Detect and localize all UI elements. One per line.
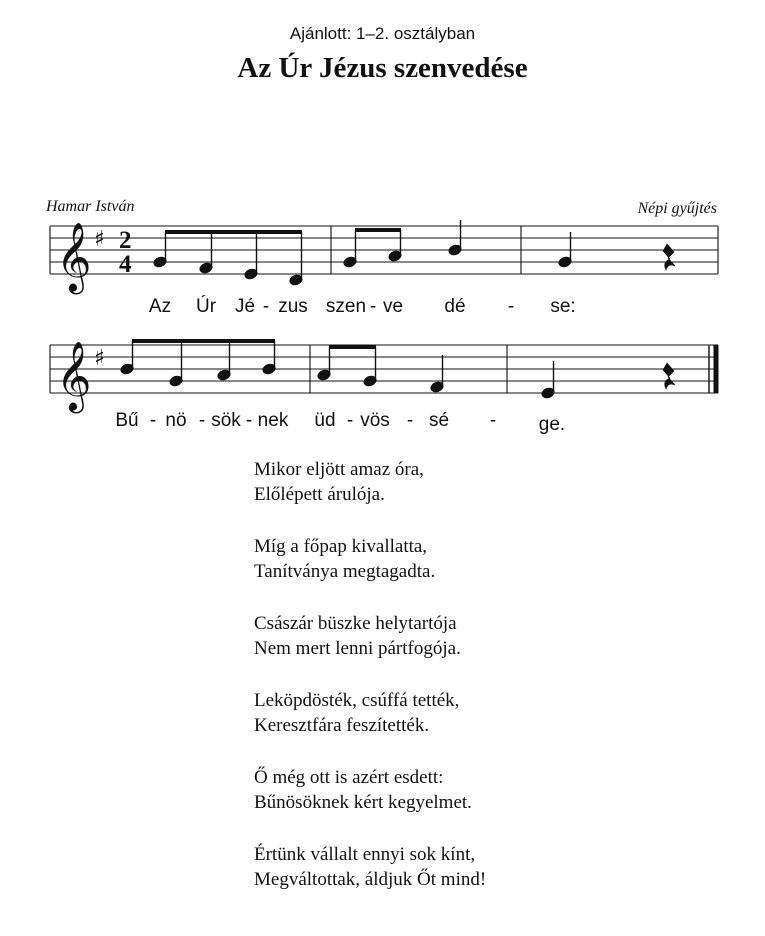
lyric-hyphen: -	[406, 410, 414, 431]
verse-line: Császár büszke helytartója	[254, 613, 457, 634]
lyric-hyphen: -	[149, 410, 157, 431]
stanza	[254, 611, 486, 661]
stanza	[254, 457, 486, 507]
lyric-syllable: üd	[314, 410, 336, 431]
time-signature-top: 2	[119, 227, 132, 254]
sheet-music	[0, 0, 765, 450]
stanza	[254, 842, 486, 892]
verse-line: Tanítványa megtagadta.	[254, 561, 436, 582]
lyric-syllable: vös	[360, 410, 390, 431]
time-signature-bottom: 4	[119, 251, 132, 278]
verse-line: Keresztfára feszítették.	[254, 715, 430, 736]
lyric-syllable: Úr	[195, 296, 217, 317]
lyric-syllable: Az	[148, 296, 172, 317]
key-signature-sharp-icon: ♯	[94, 346, 105, 371]
lyric-hyphen: -	[369, 296, 377, 317]
lyric-syllable: nö	[165, 410, 187, 431]
verse-line: Előlépett árulója.	[254, 484, 385, 505]
staff-system-2	[50, 345, 718, 393]
verse-line: Értünk vállalt ennyi sok kínt,	[254, 844, 476, 865]
lyric-syllable: Jé	[234, 296, 256, 317]
staff-system-1	[50, 226, 718, 274]
recommended-grade: Ajánlott: 1–2. osztályban	[289, 24, 476, 43]
quarter-rest-icon	[663, 363, 675, 389]
treble-clef-icon: 𝄞	[56, 341, 92, 411]
stanza	[254, 534, 486, 584]
key-signature-sharp-icon: ♯	[94, 227, 105, 252]
lyric-hyphen: -	[198, 410, 206, 431]
lyric-hyphen: -	[507, 296, 515, 317]
song-title: Az Úr Jézus szenvedése	[237, 52, 528, 84]
lyric-syllable: szen	[325, 296, 367, 317]
verse-line: Nem mert lenni pártfogója.	[254, 638, 461, 659]
lyric-syllable: sé	[428, 410, 450, 431]
treble-clef-icon: 𝄞	[56, 222, 92, 292]
verses	[254, 457, 486, 919]
lyric-hyphen: -	[489, 410, 497, 431]
stanza	[254, 765, 486, 815]
verse-line: Míg a főpap kivallatta,	[254, 536, 428, 557]
verse-line: Mikor eljött amaz óra,	[254, 459, 424, 480]
lyric-hyphen: -	[262, 296, 270, 317]
lyric-syllable: ve	[382, 296, 404, 317]
verse-line: Bűnösöknek kért kegyelmet.	[254, 792, 472, 813]
source-credit: Népi gyűjtés	[637, 200, 717, 217]
composer-credit: Hamar István	[46, 198, 135, 215]
lyric-hyphen: -	[346, 410, 354, 431]
quarter-rest-icon	[663, 244, 675, 270]
lyric-syllable: ge.	[538, 414, 566, 435]
notes-system-1	[153, 220, 675, 286]
verse-line: Leköpdösték, csúffá tették,	[254, 690, 460, 711]
lyric-syllable: sök	[211, 410, 241, 431]
lyric-syllable: dé	[444, 296, 466, 317]
verse-line: Ő még ott is azért esdett:	[254, 767, 444, 788]
lyric-syllable: nek	[257, 410, 289, 431]
notes-system-2	[120, 341, 675, 399]
lyric-hyphen: -	[245, 410, 253, 431]
stanza	[254, 688, 486, 738]
lyric-syllable: zus	[278, 296, 308, 317]
lyric-syllable: Bű	[115, 410, 139, 431]
verse-line: Megváltottak, áldjuk Őt mind!	[254, 869, 487, 890]
lyric-syllable: se:	[550, 296, 576, 317]
